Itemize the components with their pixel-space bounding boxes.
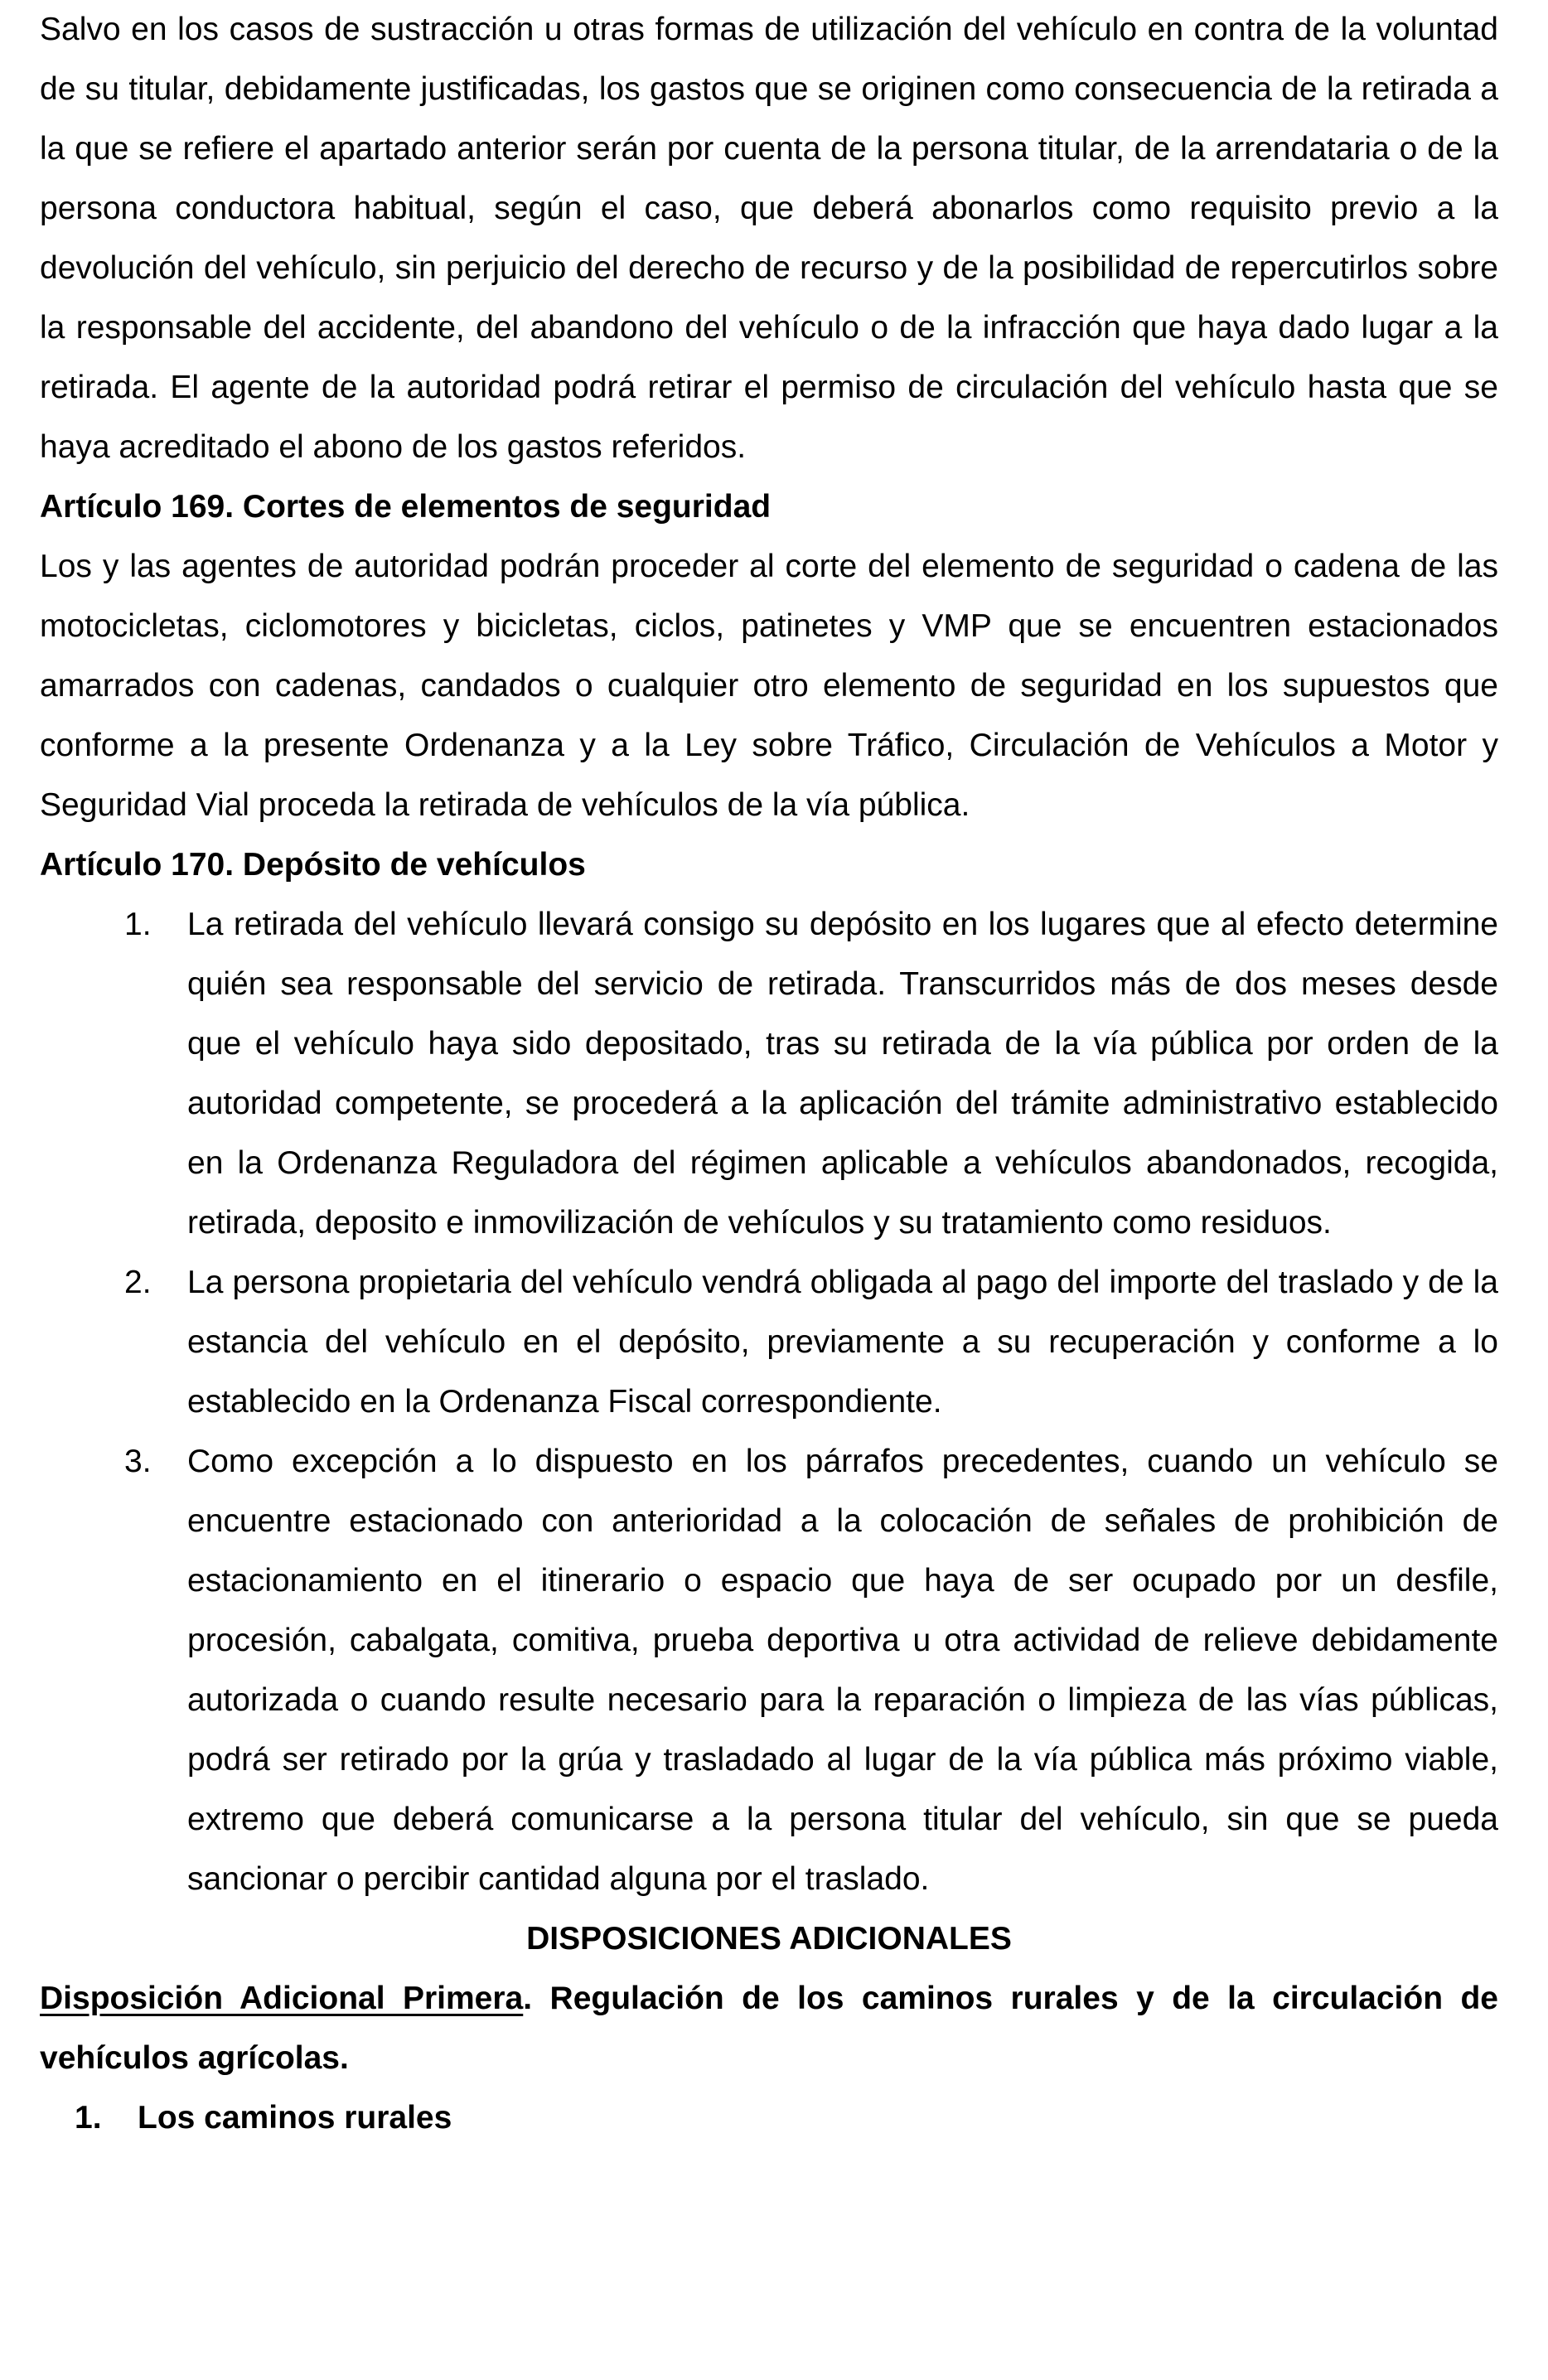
first-additional-provision-title <box>40 1969 1498 2088</box>
list-item <box>40 1253 1498 1432</box>
list-item-number: 2. <box>124 1265 152 1300</box>
intro-paragraph: Salvo en los casos de sustracción u otras formas de utilización del vehículo en contra de la voluntad de su titular, debidamente justificadas, los gastos que se originen como consecuencia de la retirada a la que se refiere el apartado anterior serán por cuenta de la persona titular, de la arrendataria o de la persona conductora habitual, según el caso, que deberá abonarlos como requisito previo a la devolución del vehículo, sin perjuicio del derecho de recurso y de la posibilidad de repercutirlos sobre la responsable del accidente, del abandono del vehículo o de la infracción que haya dado lugar a la retirada. El agente de la autoridad podrá retirar el permiso de circulación del vehículo hasta que se haya acreditado el abono de los gastos referidos. <box>40 12 1498 465</box>
list-item-text: La persona propietaria del vehículo vendrá obligada al pago del importe del traslado y de la estancia del vehículo en el depósito, previamente a su recuperación y conforme a lo establecido en la Ordenanza Fiscal correspondiente. <box>187 1265 1498 1420</box>
list-item-text: Como excepción a lo dispuesto en los párrafos precedentes, cuando un vehículo se encuentre estacionado con anterioridad a la colocación de señales de prohibición de estacionamiento en el itinerario o espacio que haya de ser ocupado por un desfile, procesión, cabalgata, comitiva, prueba deportiva u otra actividad de relieve debidamente autorizada o cuando resulte necesario para la reparación o limpieza de las vías públicas, podrá ser retirado por la grúa y trasladado al lugar de la vía pública más próximo viable, extremo que deberá comunicarse a la persona titular del vehículo, sin que se pueda sancionar o percibir cantidad alguna por el traslado. <box>187 1444 1498 1897</box>
subitem-text: Los caminos rurales <box>138 2100 452 2136</box>
list-item-number: 1. <box>124 907 152 942</box>
list-item <box>40 895 1498 1253</box>
list-item <box>40 1432 1498 1909</box>
article-169-body: Los y las agentes de autoridad podrán proceder al corte del elemento de seguridad o cadena de las motocicletas, ciclomotores y bicicletas, ciclos, patinetes y VMP que se encuentren estacionados amarrados con cadenas, candados o cualquier otro elemento de seguridad en los supuestos que conforme a la presente Ordenanza y a la Ley sobre Tráfico, Circulación de Vehículos a Motor y Seguridad Vial proceda la retirada de vehículos de la vía pública. <box>40 549 1498 823</box>
first-additional-provision-title-rest: . Regulación de los caminos rurales y de la circulación de vehículos agrícolas. <box>40 1981 1498 2076</box>
article-169-title: Artículo 169. Cortes de elementos de seguridad <box>40 489 772 525</box>
rural-roads-subheading <box>40 2088 1498 2148</box>
subitem-number: 1. <box>75 2100 102 2136</box>
list-item-text: La retirada del vehículo llevará consigo su depósito en los lugares que al efecto determine quién sea responsable del servicio de retirada. Transcurridos más de dos meses desde que el vehículo haya sido depositado, tras su retirada de la vía pública por orden de la autoridad competente, se procederá a la aplicación del trámite administrativo establecido en la Ordenanza Reguladora del régimen aplicable a vehículos abandonados, recogida, retirada, deposito e inmovilización de vehículos y su tratamiento como residuos. <box>187 907 1498 1241</box>
article-170-title: Artículo 170. Depósito de vehículos <box>40 847 586 883</box>
additional-provisions-title: DISPOSICIONES ADICIONALES <box>526 1921 1012 1957</box>
first-additional-provision-label: Disposición Adicional Primera <box>40 1981 524 2016</box>
document-page <box>40 0 1498 2148</box>
list-item-number: 3. <box>124 1444 152 1479</box>
article-170-list <box>40 895 1498 1909</box>
